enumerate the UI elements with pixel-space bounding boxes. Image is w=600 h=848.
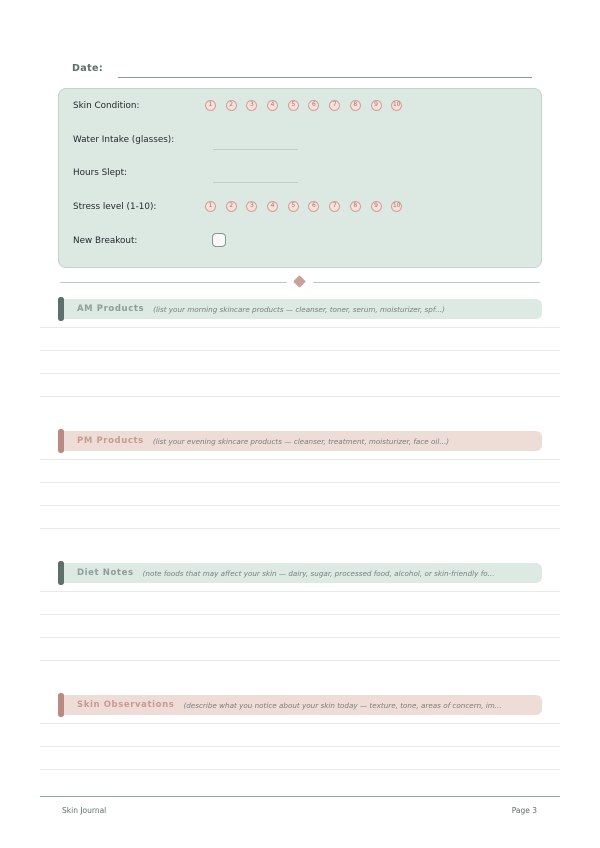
ruled-line xyxy=(40,350,560,351)
rating-circle[interactable]: 7 xyxy=(329,201,340,212)
section-title: PM Products xyxy=(77,436,144,446)
section-header-diet-notes xyxy=(58,563,542,583)
diamond-icon xyxy=(293,275,306,288)
section-title: Diet Notes xyxy=(77,568,134,578)
hours-slept-input-line[interactable] xyxy=(213,182,298,183)
section-accent-bar xyxy=(58,561,64,585)
rating-circle[interactable]: 10 xyxy=(391,100,402,111)
stress-level-label: Stress level (1-10): xyxy=(73,201,157,212)
ruled-line xyxy=(40,660,560,661)
rating-circle[interactable]: 8 xyxy=(350,100,361,111)
rating-circle[interactable]: 10 xyxy=(391,201,402,212)
date-label: Date: xyxy=(72,63,104,74)
ruled-line xyxy=(40,327,560,328)
rating-circle[interactable]: 5 xyxy=(288,201,299,212)
ruled-line xyxy=(40,637,560,638)
new-breakout-checkbox[interactable] xyxy=(212,233,226,247)
rating-circle[interactable]: 9 xyxy=(371,201,382,212)
rating-circle[interactable]: 9 xyxy=(371,100,382,111)
ruled-line xyxy=(40,459,560,460)
rating-circle[interactable]: 7 xyxy=(329,100,340,111)
rating-circle[interactable]: 6 xyxy=(308,100,319,111)
footer-document-title: Skin Journal xyxy=(62,806,107,815)
rating-circle[interactable]: 2 xyxy=(226,100,237,111)
rating-circle[interactable]: 5 xyxy=(288,100,299,111)
water-intake-input-line[interactable] xyxy=(213,149,298,150)
ruled-line xyxy=(40,769,560,770)
skin-condition-scale xyxy=(205,100,402,111)
footer-rule xyxy=(40,796,560,797)
ruled-line xyxy=(40,614,560,615)
date-input-line[interactable] xyxy=(118,77,532,78)
ruled-line xyxy=(40,396,560,397)
footer-page-number: Page 3 xyxy=(511,806,537,815)
ruled-line xyxy=(40,591,560,592)
ruled-line xyxy=(40,505,560,506)
skin-condition-label: Skin Condition: xyxy=(73,100,140,111)
ruled-line xyxy=(40,746,560,747)
ruled-line xyxy=(40,373,560,374)
rating-circle[interactable]: 3 xyxy=(246,100,257,111)
rating-circle[interactable]: 1 xyxy=(205,201,216,212)
rating-circle[interactable]: 8 xyxy=(350,201,361,212)
ruled-line xyxy=(40,528,560,529)
section-header-pm-products xyxy=(58,431,542,451)
section-accent-bar xyxy=(58,429,64,453)
rating-circle[interactable]: 4 xyxy=(267,201,278,212)
rating-circle[interactable]: 2 xyxy=(226,201,237,212)
section-accent-bar xyxy=(58,297,64,321)
section-hint: (list your morning skincare products — cleanser, toner, serum, moisturizer, spf...) xyxy=(153,304,445,314)
section-title: AM Products xyxy=(77,304,145,314)
ruled-line xyxy=(40,482,560,483)
rating-circle[interactable]: 3 xyxy=(246,201,257,212)
ruled-line xyxy=(40,723,560,724)
section-hint: (list your evening skincare products — cleanser, treatment, moisturizer, face oil...) xyxy=(152,436,450,446)
section-hint: (note foods that may affect your skin — dairy, sugar, processed food, alcohol, or skin-friendly fo... xyxy=(142,568,495,578)
section-header-skin-observations xyxy=(58,695,542,715)
divider-line-left xyxy=(60,282,287,283)
section-header-am-products xyxy=(58,299,542,319)
divider-line-right xyxy=(313,282,540,283)
stress-level-scale xyxy=(205,201,402,212)
section-hint: (describe what you notice about your skin today — texture, tone, areas of concern, im... xyxy=(183,700,502,710)
section-accent-bar xyxy=(58,693,64,717)
rating-circle[interactable]: 1 xyxy=(205,100,216,111)
rating-circle[interactable]: 4 xyxy=(267,100,278,111)
water-intake-label: Water Intake (glasses): xyxy=(73,134,175,145)
rating-circle[interactable]: 6 xyxy=(308,201,319,212)
daily-tracker-box xyxy=(58,88,542,268)
section-title: Skin Observations xyxy=(77,700,175,710)
hours-slept-label: Hours Slept: xyxy=(73,168,128,178)
new-breakout-label: New Breakout: xyxy=(73,235,138,246)
